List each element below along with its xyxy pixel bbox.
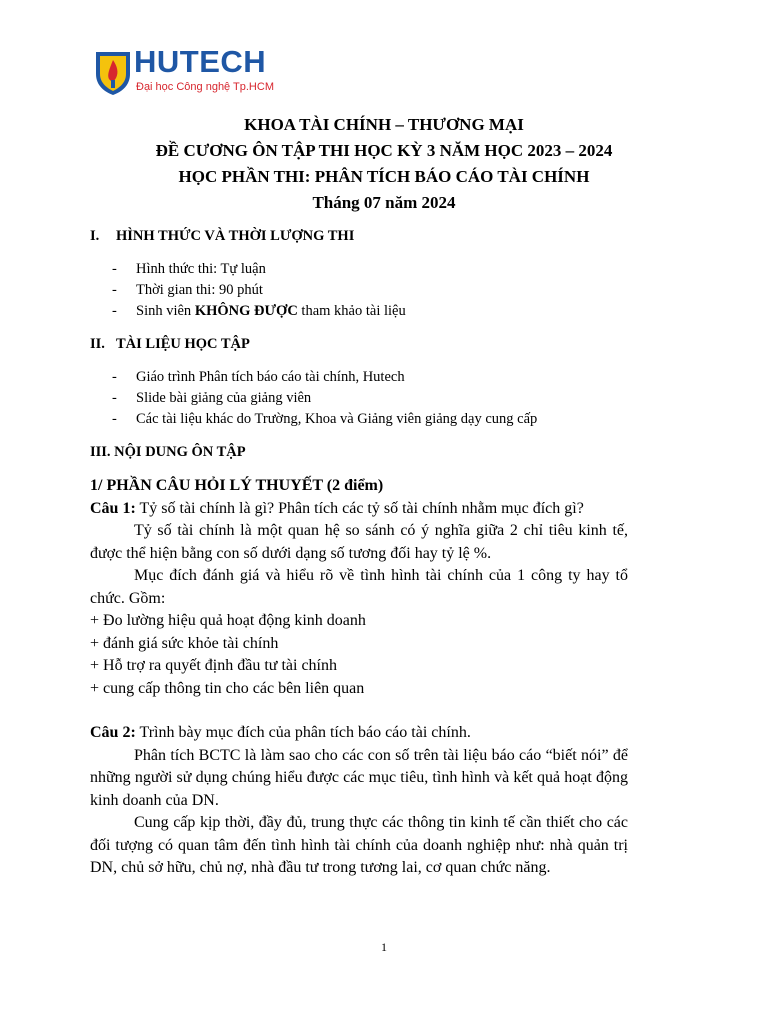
dash-icon: -: [112, 411, 117, 427]
list-item: [90, 280, 628, 301]
list-item-text: Thời gian thi: 90 phút: [136, 282, 263, 298]
date-title: Tháng 07 năm 2024: [312, 193, 456, 212]
page-number: 1: [381, 940, 387, 954]
list-item-text: Giáo trình Phân tích báo cáo tài chính, Hutech: [136, 369, 405, 385]
question-2: [90, 722, 628, 745]
list-item-text-post: tham khảo tài liệu: [297, 303, 406, 319]
question-1-text: Tỷ số tài chính là gì? Phân tích các tỷ số tài chính nhằm mục đích gì?: [135, 499, 584, 517]
part-1-title: 1/ PHẦN CÂU HỎI LÝ THUYẾT (2 điểm): [90, 477, 384, 494]
section-2-number: II.: [90, 336, 105, 352]
subject-title: HỌC PHẦN THI: PHÂN TÍCH BÁO CÁO TÀI CHÍNH: [178, 167, 590, 186]
section-2-list: [90, 367, 628, 430]
answer-1-paragraph-1: Tỷ số tài chính là một quan hệ so sánh có ý nghĩa giữa 2 chỉ tiêu kinh tế, được thể hiện bằng con số dưới dạng số tương đối hay tỷ lệ %.: [90, 522, 628, 562]
question-2-label: Câu 2:: [90, 724, 136, 741]
answer-1-bullet: + cung cấp thông tin cho các bên liên quan: [90, 679, 365, 697]
dash-icon: -: [112, 282, 117, 298]
section-1-title: HÌNH THỨC VÀ THỜI LƯỢNG THI: [116, 228, 355, 244]
section-2-heading: [90, 336, 628, 353]
answer-2-paragraph-1: Phân tích BCTC là làm sao cho các con số trên tài liệu báo cáo “biết nói” để những người sử dụng chúng hiểu được các mục tiêu, tình hình và kết quả hoạt động kinh doanh của DN.: [90, 746, 628, 809]
list-item-text: [136, 301, 406, 322]
document-body: [90, 228, 628, 880]
dash-icon: -: [112, 261, 117, 277]
section-1-heading: [90, 228, 628, 245]
faculty-title: KHOA TÀI CHÍNH – THƯƠNG MẠI: [244, 115, 524, 134]
list-item: [90, 388, 628, 409]
answer-1-bullet: + đánh giá sức khỏe tài chính: [90, 634, 279, 652]
list-item: [90, 409, 628, 430]
question-1-label: Câu 1:: [90, 499, 136, 517]
logo-subtitle: Đại học Công nghệ Tp.HCM: [136, 81, 274, 93]
list-item: [90, 301, 628, 322]
document-header: [0, 112, 768, 216]
list-item: [90, 259, 628, 280]
spacer: [90, 700, 628, 722]
answer-1-bullet: + Hỗ trợ ra quyết định đầu tư tài chính: [90, 657, 337, 674]
section-3-heading: [90, 444, 628, 461]
list-item-text: Các tài liệu khác do Trường, Khoa và Giảng viên giảng dạy cung cấp: [136, 411, 538, 427]
question-1: [90, 498, 628, 521]
section-3-title: III. NỘI DUNG ÔN TẬP: [90, 444, 246, 460]
list-item-text-pre: Sinh viên: [136, 303, 195, 319]
exam-title: ĐỀ CƯƠNG ÔN TẬP THI HỌC KỲ 3 NĂM HỌC 2023 – 2024: [155, 141, 613, 160]
section-1-number: I.: [90, 228, 100, 244]
list-item: [90, 367, 628, 388]
answer-1-paragraph-2: Mục đích đánh giá và hiểu rõ về tình hình tài chính của 1 công ty hay tổ chức. Gồm:: [90, 567, 628, 607]
dash-icon: -: [112, 390, 117, 406]
section-1-list: [90, 259, 628, 322]
list-item-text: Slide bài giảng của giảng viên: [136, 390, 312, 406]
answer-2-paragraph-2: Cung cấp kịp thời, đầy đủ, trung thực các thông tin kinh tế cần thiết cho các đối tượng có quan tâm đến tình hình tài chính của doanh nghiệp như: nhà quản trị DN, chủ sở hữu, chủ nợ, nhà đầu tư trong tương lai, cơ quan chức năng.: [90, 814, 628, 876]
question-2-text: Trình bày mục đích của phân tích báo cáo tài chính.: [135, 724, 471, 741]
section-2-title: TÀI LIỆU HỌC TẬP: [116, 336, 250, 352]
list-item-text: Hình thức thi: Tự luận: [136, 261, 266, 277]
logo-name: HUTECH: [134, 44, 267, 79]
dash-icon: -: [112, 303, 117, 319]
hutech-logo: [94, 44, 284, 100]
list-item-text-emphasis: KHÔNG ĐƯỢC: [194, 303, 298, 319]
answer-1-bullet: + Đo lường hiệu quả hoạt động kinh doanh: [90, 612, 366, 629]
shield-logo-icon: [94, 50, 132, 96]
dash-icon: -: [112, 369, 117, 385]
